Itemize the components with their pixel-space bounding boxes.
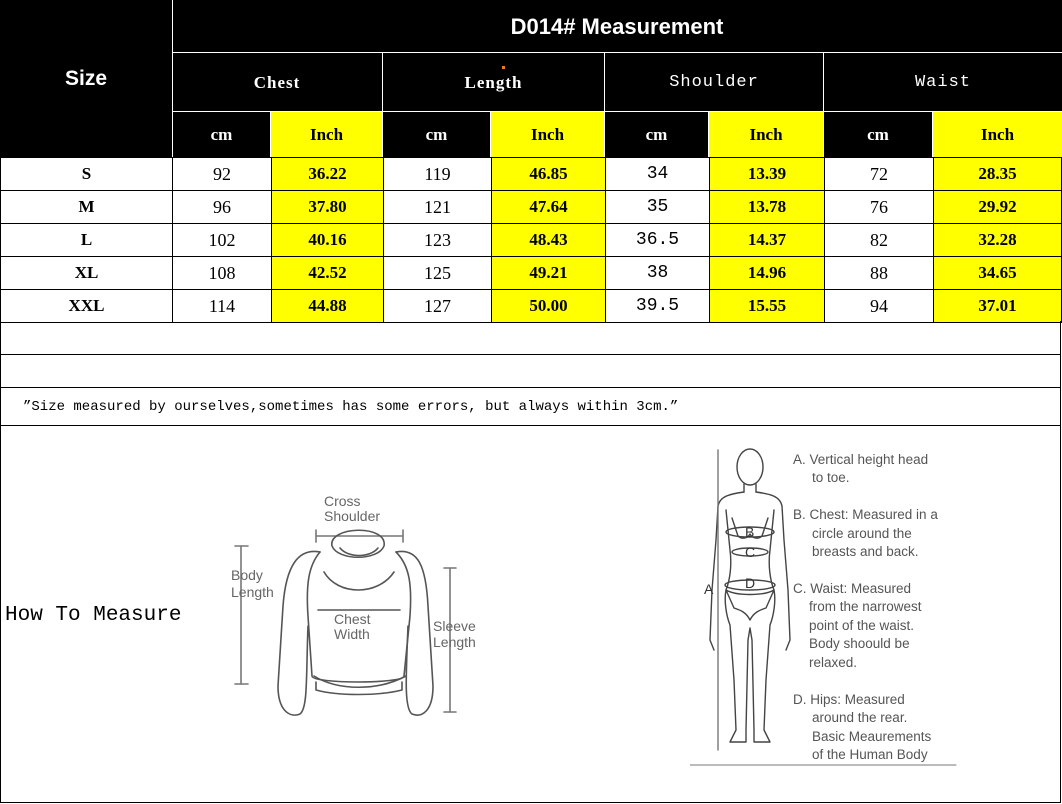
size-note: ”Size measured by ourselves,sometimes has some errors, but always within 3cm.” xyxy=(0,387,1061,426)
cell-length-cm: 125 xyxy=(383,256,492,290)
cell-length-cm: 123 xyxy=(383,223,492,257)
cell-shoulder-inch: 15.55 xyxy=(709,289,825,323)
note-d: Basic Meaurements xyxy=(812,729,932,744)
cell-chest-cm: 92 xyxy=(172,157,272,191)
cell-length-inch: 50.00 xyxy=(491,289,606,323)
cell-size: XL xyxy=(0,256,173,290)
unit-chest-inch: Inch xyxy=(271,112,382,157)
empty-row xyxy=(0,321,1061,355)
cell-waist-cm: 94 xyxy=(824,289,934,323)
body-letter-b: B xyxy=(745,524,755,540)
size-header: Size xyxy=(0,0,172,157)
note-c: relaxed. xyxy=(809,655,858,670)
note-c: point of the waist. xyxy=(809,618,915,633)
note-c: Body shoould be xyxy=(809,636,910,651)
cell-chest-cm: 96 xyxy=(172,190,272,224)
body-letter-c: C xyxy=(745,544,756,560)
note-c: from the narrowest xyxy=(809,599,922,614)
cell-chest-inch: 42.52 xyxy=(271,256,384,290)
cell-size: S xyxy=(0,157,173,191)
cell-shoulder-inch: 13.39 xyxy=(709,157,825,191)
cell-chest-inch: 44.88 xyxy=(271,289,384,323)
unit-waist-cm: cm xyxy=(824,112,932,157)
note-b: B. Chest: Measured in a xyxy=(793,507,938,522)
note-a: to toe. xyxy=(812,470,850,485)
empty-row xyxy=(0,354,1061,388)
cell-shoulder-inch: 14.37 xyxy=(709,223,825,257)
cell-shoulder-cm: 36.5 xyxy=(605,223,710,257)
cell-shoulder-cm: 34 xyxy=(605,157,710,191)
cell-length-cm: 119 xyxy=(383,157,492,191)
note-c: C. Waist: Measured xyxy=(793,581,912,596)
note-b: circle around the xyxy=(812,526,912,541)
cell-chest-inch: 37.80 xyxy=(271,190,384,224)
cell-length-inch: 47.64 xyxy=(491,190,606,224)
cell-waist-inch: 29.92 xyxy=(933,190,1062,224)
category-length: Length xyxy=(383,53,604,112)
cell-length-inch: 49.21 xyxy=(491,256,606,290)
cell-waist-cm: 72 xyxy=(824,157,934,191)
unit-waist-inch: Inch xyxy=(933,112,1062,157)
unit-shoulder-cm: cm xyxy=(605,112,708,157)
cell-size: M xyxy=(0,190,173,224)
cell-size: XXL xyxy=(0,289,173,323)
cell-waist-inch: 37.01 xyxy=(933,289,1062,323)
unit-shoulder-inch: Inch xyxy=(709,112,823,157)
unit-length-cm: cm xyxy=(383,112,490,157)
garment-diagram xyxy=(228,486,488,726)
note-a: A. Vertical height head xyxy=(793,452,929,467)
body-letter-a: A xyxy=(704,581,714,597)
cell-waist-inch: 34.65 xyxy=(933,256,1062,290)
cell-waist-inch: 28.35 xyxy=(933,157,1062,191)
cell-chest-cm: 114 xyxy=(172,289,272,323)
cell-length-cm: 121 xyxy=(383,190,492,224)
cell-waist-cm: 88 xyxy=(824,256,934,290)
cell-waist-cm: 76 xyxy=(824,190,934,224)
cell-size: L xyxy=(0,223,173,257)
body-diagram xyxy=(690,440,958,770)
cross-shoulder-label: Shoulder xyxy=(324,508,381,524)
note-d: around the rear. xyxy=(812,710,908,725)
how-to-measure-label: How To Measure xyxy=(5,604,182,627)
cell-shoulder-cm: 39.5 xyxy=(605,289,710,323)
cell-chest-cm: 102 xyxy=(172,223,272,257)
cell-shoulder-cm: 35 xyxy=(605,190,710,224)
table-title: D014# Measurement xyxy=(172,0,1062,53)
body-letter-d: D xyxy=(745,575,756,591)
cell-chest-cm: 108 xyxy=(172,256,272,290)
unit-chest-cm: cm xyxy=(173,112,270,157)
body-length-label: Body xyxy=(231,567,263,583)
note-d: of the Human Body xyxy=(812,747,928,762)
cell-waist-cm: 82 xyxy=(824,223,934,257)
chest-width-label: Chest xyxy=(334,611,371,627)
note-d: D. Hips: Measured xyxy=(793,692,905,707)
chest-width-label: Width xyxy=(334,626,370,642)
cell-chest-inch: 36.22 xyxy=(271,157,384,191)
cell-length-inch: 48.43 xyxy=(491,223,606,257)
cell-length-inch: 46.85 xyxy=(491,157,606,191)
category-chest: Chest xyxy=(172,53,382,112)
cell-chest-inch: 40.16 xyxy=(271,223,384,257)
cell-waist-inch: 32.28 xyxy=(933,223,1062,257)
sleeve-length-label: Length xyxy=(433,634,476,650)
cell-shoulder-cm: 38 xyxy=(605,256,710,290)
note-b: breasts and back. xyxy=(812,544,919,559)
cell-length-cm: 127 xyxy=(383,289,492,323)
category-shoulder: Shoulder xyxy=(605,53,823,112)
cell-shoulder-inch: 13.78 xyxy=(709,190,825,224)
unit-length-inch: Inch xyxy=(491,112,604,157)
body-length-label: Length xyxy=(231,584,274,600)
sleeve-length-label: Sleeve xyxy=(433,618,476,634)
cell-shoulder-inch: 14.96 xyxy=(709,256,825,290)
cross-shoulder-label: Cross xyxy=(324,493,361,509)
category-waist: Waist xyxy=(824,53,1062,112)
